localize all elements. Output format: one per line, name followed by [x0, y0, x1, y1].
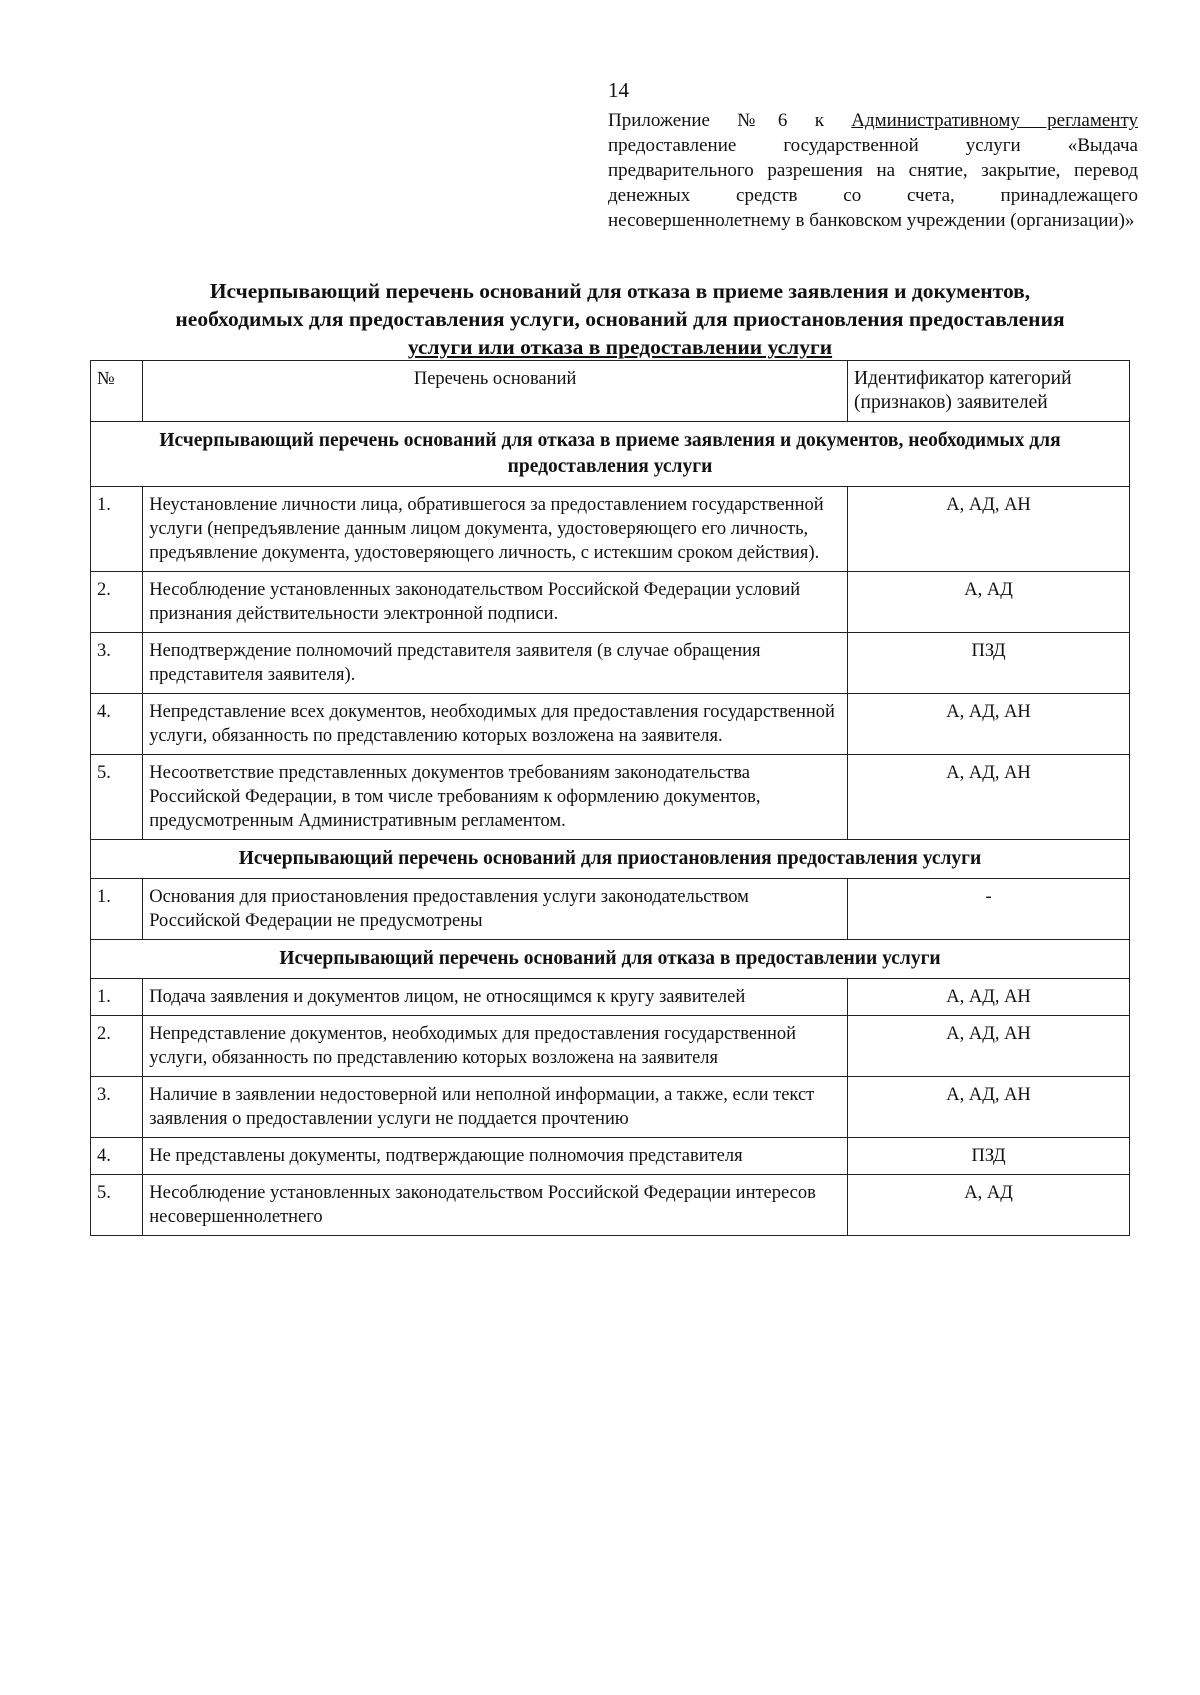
table-row: [91, 979, 1130, 1016]
table-row: [91, 755, 1130, 840]
table-row: [91, 1175, 1130, 1236]
row-category: -: [848, 879, 1130, 940]
table-row: [91, 1077, 1130, 1138]
table-row: [91, 487, 1130, 572]
annex-regulation-link[interactable]: Административному регламенту: [851, 110, 1138, 131]
row-text: Несоблюдение установленных законодательством Российской Федерации интересов несовершеннолетнего: [143, 1175, 848, 1236]
section-title: Исчерпывающий перечень оснований для отказа в приеме заявления и документов, необходимых для предоставления услуги: [91, 422, 1130, 487]
row-text: Наличие в заявлении недостоверной или неполной информации, а также, если текст заявления о предоставлении услуги не поддается прочтению: [143, 1077, 848, 1138]
title-line-3: услуги или отказа в предоставлении услуги: [407, 335, 833, 359]
table-row: [91, 879, 1130, 940]
row-text: Непредставление документов, необходимых для предоставления государственной услуги, обязанность по представлению которых возложена на заявителя: [143, 1016, 848, 1077]
table-row: [91, 1016, 1130, 1077]
row-number: 2.: [91, 572, 143, 633]
row-text: Неустановление личности лица, обратившегося за предоставлением государственной услуги (непредъявление данным лицом документа, удостоверяющего его личность, предъявление документа, удостоверяющего личность, с истекшим сроком действия).: [143, 487, 848, 572]
row-text: Несоответствие представленных документов требованиям законодательства Российской Федерации, в том числе требованиям к оформлению документов, предусмотренным Административным регламентом.: [143, 755, 848, 840]
table-row: [91, 572, 1130, 633]
row-category: А, АД: [848, 1175, 1130, 1236]
row-category: ПЗД: [848, 1138, 1130, 1175]
title-line-2: необходимых для предоставления услуги, оснований для приостановления предоставления: [175, 307, 1065, 331]
row-category: А, АД, АН: [848, 1016, 1130, 1077]
section-row-refusal-service: [91, 940, 1130, 979]
section-title: Исчерпывающий перечень оснований для отказа в предоставлении услуги: [91, 940, 1130, 979]
annex-prefix: Приложение №6 к: [608, 110, 852, 131]
table-row: [91, 1138, 1130, 1175]
row-text: Непредставление всех документов, необходимых для предоставления государственной услуги, обязанность по представлению которых возложена на заявителя.: [143, 694, 848, 755]
row-category: А, АД, АН: [848, 755, 1130, 840]
document-title: [90, 277, 1150, 361]
row-number: 1.: [91, 979, 143, 1016]
row-category: ПЗД: [848, 633, 1130, 694]
column-header-category: Идентификатор категорий (признаков) заявителей: [848, 361, 1130, 422]
row-number: 4.: [91, 694, 143, 755]
section-row-suspension: [91, 840, 1130, 879]
section-row-refusal-acceptance: [91, 422, 1130, 487]
column-header-number: №: [91, 361, 143, 422]
row-number: 5.: [91, 755, 143, 840]
row-text: Основания для приостановления предоставления услуги законодательством Российской Федерации не предусмотрены: [143, 879, 848, 940]
row-text: Несоблюдение установленных законодательством Российской Федерации условий признания действительности электронной подписи.: [143, 572, 848, 633]
section-title: Исчерпывающий перечень оснований для приостановления предоставления услуги: [91, 840, 1130, 879]
row-text: Подача заявления и документов лицом, не относящимся к кругу заявителей: [143, 979, 848, 1016]
annex-rest: предоставление государственной услуги «Выдача предварительного разрешения на снятие, закрытие, перевод денежных средств со счета, принадлежащего несовершеннолетнему в банковском учреждении (организации)»: [608, 135, 1138, 231]
page-number: 14: [608, 78, 629, 102]
table-row: [91, 633, 1130, 694]
row-number: 3.: [91, 633, 143, 694]
table-row: [91, 694, 1130, 755]
row-number: 5.: [91, 1175, 143, 1236]
row-text: Не представлены документы, подтверждающие полномочия представителя: [143, 1138, 848, 1175]
row-category: А, АД, АН: [848, 487, 1130, 572]
annex-note: [608, 108, 1138, 233]
row-category: А, АД, АН: [848, 1077, 1130, 1138]
row-number: 3.: [91, 1077, 143, 1138]
row-text: Неподтверждение полномочий представителя заявителя (в случае обращения представителя заявителя).: [143, 633, 848, 694]
title-line-1: Исчерпывающий перечень оснований для отказа в приеме заявления и документов,: [209, 279, 1031, 303]
row-number: 1.: [91, 879, 143, 940]
row-number: 4.: [91, 1138, 143, 1175]
row-category: А, АД: [848, 572, 1130, 633]
column-header-grounds: Перечень оснований: [143, 361, 848, 422]
grounds-table: [90, 360, 1130, 1236]
row-number: 2.: [91, 1016, 143, 1077]
row-number: 1.: [91, 487, 143, 572]
row-category: А, АД, АН: [848, 694, 1130, 755]
table-header-row: [91, 361, 1130, 422]
row-category: А, АД, АН: [848, 979, 1130, 1016]
